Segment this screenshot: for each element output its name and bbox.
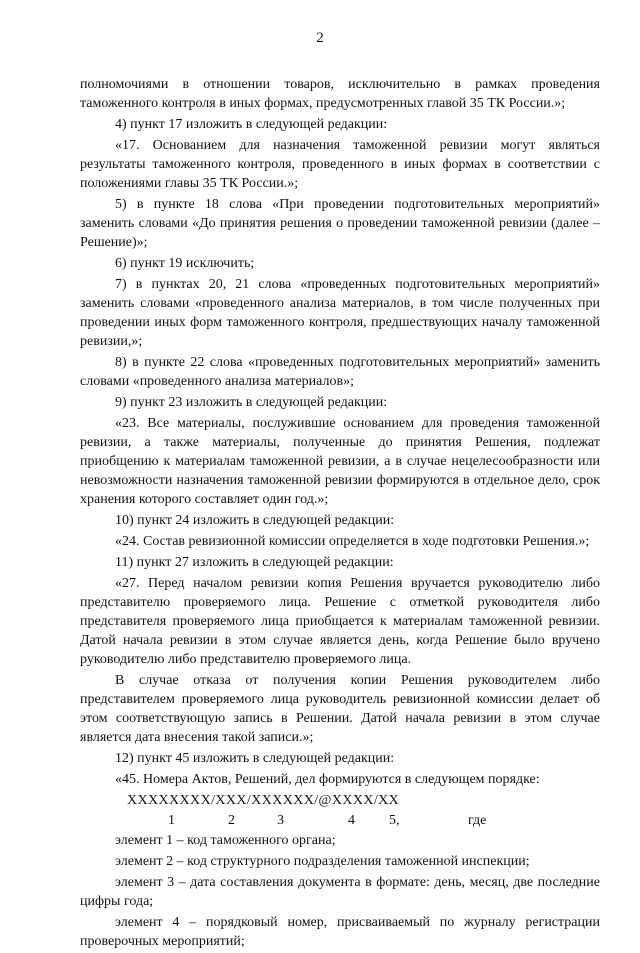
element-number: 4: [348, 813, 355, 829]
paragraph: 7) в пунктах 20, 21 слова «проведенных подготовительных мероприятий» заменить словами «проведенного анализа материалов, в том числе полученных при проведении иных форм таможенного контроля, предшествующих началу таможенной ревизии,»;: [80, 276, 600, 350]
paragraph: В случае отказа от получения копии Решения руководителем либо представителем проверяемого лица руководитель ревизионной комиссии делает об этом соответствующую запись в Решении. Датой начала ревизии в этом случае является дата внесения такой записи.»;: [80, 673, 600, 746]
element-description: элемент 3 – дата составления документа в формате: день, месяц, две последние цифры года;: [80, 874, 600, 909]
paragraph: «17. Основанием для назначения таможенной ревизии могут являться результаты таможенного контроля, проведенного в иных формах в соответствии с положениями главы 35 ТК России.»;: [80, 137, 600, 192]
element-number: 3: [277, 813, 284, 829]
element-number: 1: [168, 813, 175, 829]
paragraph: полномочиями в отношении товаров, исключительно в рамках проведения таможенного контроля в иных формах, предусмотренных главой 35 ТК России.»;: [80, 77, 600, 112]
paragraph: «24. Состав ревизионной комиссии определяется в ходе подготовки Решения.»;: [115, 534, 590, 550]
where-label: где: [468, 813, 487, 829]
paragraph: 6) пункт 19 исключить;: [115, 256, 255, 272]
element-description: элемент 1 – код таможенного органа;: [115, 833, 336, 849]
paragraph: «45. Номера Актов, Решений, дел формируются в следующем порядке:: [115, 772, 540, 788]
element-description: элемент 4 – порядковый номер, присваиваемый по журналу регистрации проверочных мероприятий;: [80, 914, 600, 949]
page-number: 2: [316, 30, 324, 46]
element-number: 5,: [389, 813, 400, 829]
paragraph: 4) пункт 17 изложить в следующей редакции:: [115, 116, 388, 132]
paragraph: 12) пункт 45 изложить в следующей редакции:: [115, 751, 395, 767]
document-body: [80, 75, 600, 953]
paragraph: 8) в пункте 22 слова «проведенных подготовительных мероприятий» заменить словами «проведенного анализа материалов»;: [80, 355, 600, 390]
element-number: 2: [228, 813, 235, 829]
paragraph: «27. Перед началом ревизии копия Решения вручается руководителю либо представителю проверяемого лица. Решение с отметкой руководителя либо представителя проверяемого лица приобщается к материалам таможенной ревизии. Датой начала ревизии в этом случае является день, когда Решение было вручено руководителю либо представителю проверяемого лица.: [80, 575, 600, 668]
element-description: элемент 2 – код структурного подразделения таможенной инспекции;: [115, 854, 530, 870]
number-format-template: XXXXXXXX/XXX/XXXXXX/@XXXX/XX: [127, 793, 400, 809]
paragraph: «23. Все материалы, послужившие основанием для проведения таможенной ревизии, а также материалы, полученные до принятия Решения, подлежат приобщению к материалам таможенной ревизии, а в случае нецелесообразности или невозможности назначения таможенной ревизии формируются в отдельное дело, срок хранения которого составляет один год.»;: [80, 415, 600, 508]
paragraph: 9) пункт 23 изложить в следующей редакции:: [115, 395, 388, 411]
paragraph: 10) пункт 24 изложить в следующей редакции:: [115, 513, 395, 529]
paragraph: 11) пункт 27 изложить в следующей редакции:: [115, 555, 394, 571]
element-number-row: [80, 811, 600, 830]
paragraph: 5) в пункте 18 слова «При проведении подготовительных мероприятий» заменить словами «До принятия решения о проведении таможенной ревизии (далее – Решение)»;: [80, 196, 600, 251]
